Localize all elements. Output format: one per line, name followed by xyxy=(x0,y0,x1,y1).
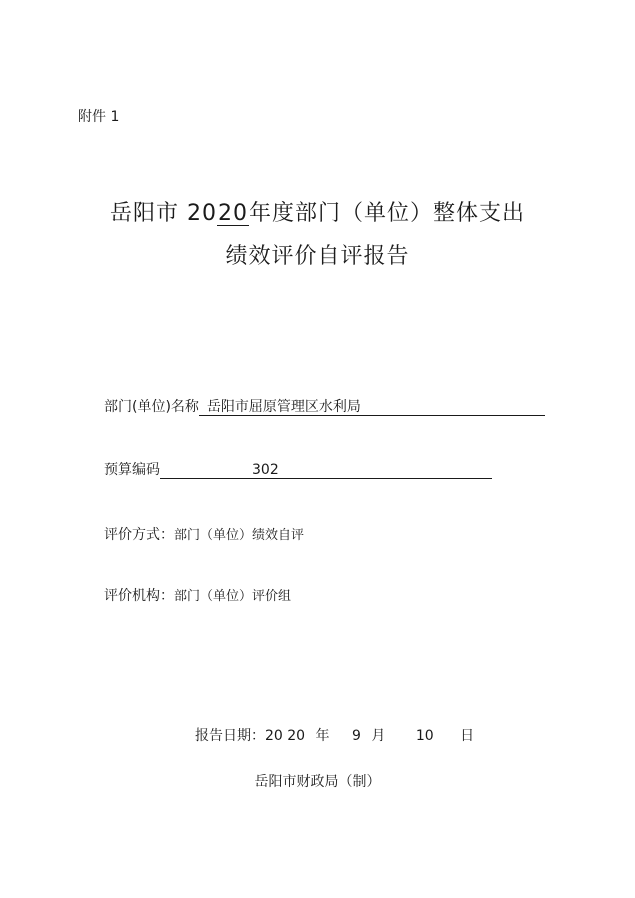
evaluation-org-field xyxy=(104,585,291,605)
budget-code-value: 302 xyxy=(160,462,492,479)
department-name-field xyxy=(104,396,545,416)
report-date-label: 报告日期： xyxy=(195,728,265,744)
report-date-month: 9 xyxy=(352,728,361,744)
evaluation-method-field xyxy=(104,524,304,544)
evaluation-org-label: 评价机构： xyxy=(104,588,174,604)
attachment-label: 附件 1 xyxy=(78,109,120,125)
report-date xyxy=(195,725,474,745)
report-date-year: 20 20 xyxy=(265,728,306,744)
title-prefix: 岳阳市 20 xyxy=(109,201,217,226)
evaluation-method-label: 评价方式： xyxy=(104,527,174,543)
budget-code-field xyxy=(104,459,492,479)
department-name-value: 岳阳市屈原管理区水利局 xyxy=(199,399,545,416)
budget-code-label: 预算编码 xyxy=(104,462,160,478)
report-title-line-1 xyxy=(0,196,635,227)
issuer-label: 岳阳市财政局（制） xyxy=(254,774,381,790)
report-title-line-2: 绩效评价自评报告 xyxy=(225,244,410,269)
title-year-underlined: 20 xyxy=(217,201,248,226)
evaluation-org-value: 部门（单位）评价组 xyxy=(174,589,292,604)
report-date-day: 10 xyxy=(415,728,434,744)
report-date-month-unit: 月 xyxy=(371,728,386,744)
evaluation-method-value: 部门（单位）绩效自评 xyxy=(174,528,305,543)
report-date-day-unit: 日 xyxy=(460,728,475,744)
report-date-year-unit: 年 xyxy=(315,728,330,744)
title-suffix: 年度部门（单位）整体支出 xyxy=(248,201,525,226)
department-name-label: 部门(单位)名称 xyxy=(104,399,199,415)
